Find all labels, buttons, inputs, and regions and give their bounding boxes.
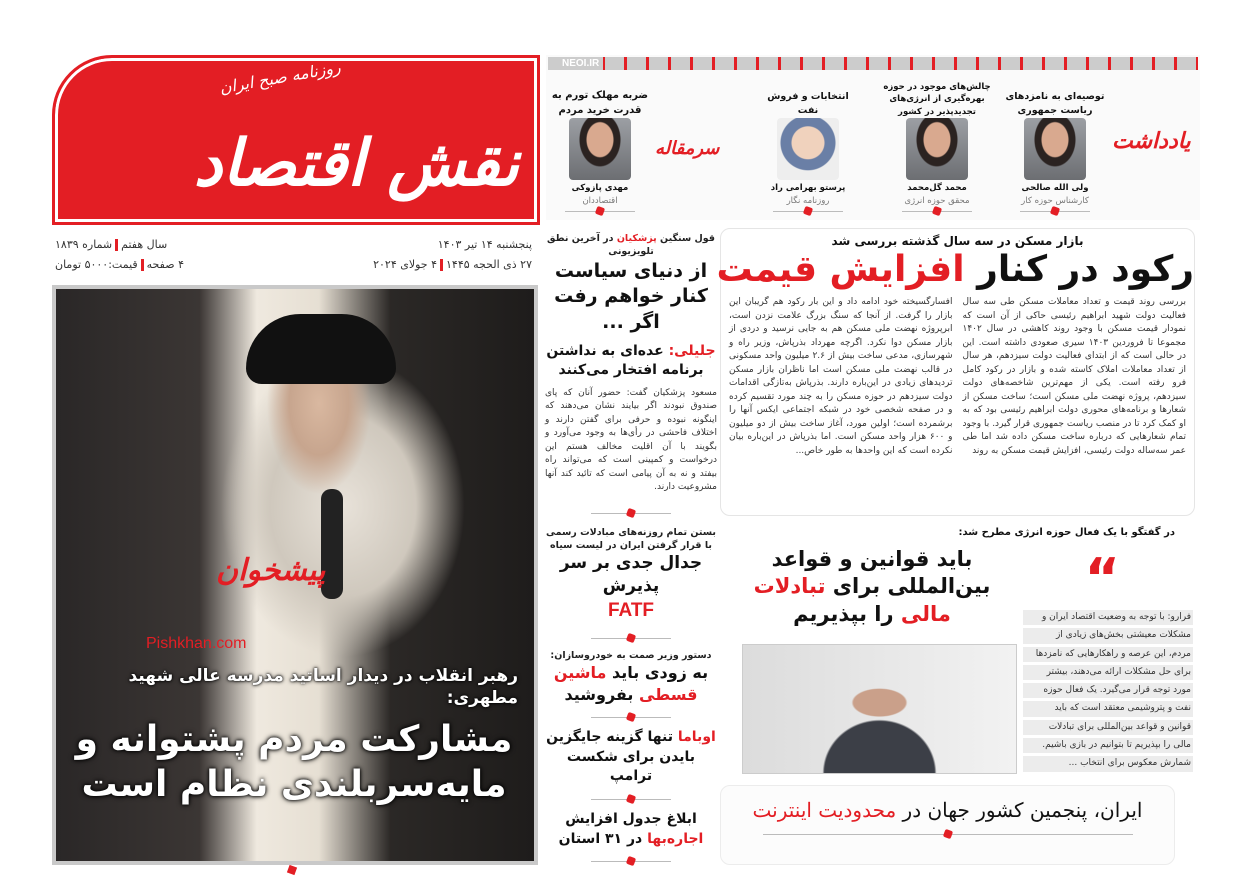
headline-red: محدودیت اینترنت <box>752 798 897 822</box>
headline-red: اجاره‌بها <box>647 830 704 847</box>
divider <box>591 861 671 862</box>
date-other <box>373 258 532 271</box>
writer-role: اقتصاددان <box>582 196 618 206</box>
writer-name: ولی الله صالحی <box>1021 183 1089 193</box>
interview-kicker: در گفتگو با یک فعال حوزه انرژی مطرح شد: <box>958 527 1175 538</box>
writer-role: روزنامه نگار <box>786 196 830 206</box>
lead-kicker: بازار مسکن در سه سال گذشته بررسی شد <box>831 234 1084 248</box>
headline-red: اوباما <box>677 729 716 746</box>
masthead-logo <box>52 55 540 225</box>
divider <box>1020 211 1090 212</box>
story-pezeshkian[interactable] <box>545 232 717 495</box>
divider <box>591 799 671 800</box>
interview-headline <box>727 546 1017 628</box>
writer-photo <box>569 118 631 180</box>
quote-line: برای حل مشکلات ارائه می‌دهند، بیشتر <box>1023 665 1193 680</box>
date-gregorian: ۴ جولای ۲۰۲۴ <box>373 258 438 271</box>
headline-red: FATF <box>607 600 655 622</box>
paper-name: نقش اقتصاد <box>193 126 519 201</box>
headline: بفروشید <box>564 684 639 704</box>
quote-line: مشکلات معیشتی بخش‌های زیادی از <box>1023 628 1193 643</box>
writer-title: ضربه مهلک تورم به قدرت خرید مردم <box>551 90 649 116</box>
writer-photo <box>777 118 839 180</box>
lead-column-1: بررسی روند قیمت و تعداد معاملات مسکن طی سه سال فعالیت دولت شهید ابراهیم رئیسی حاکی از آن است که نمودار قیمت مسکن با وجود روند کاهشی در سال ۱۴۰۲ مجموعا تا فروردین ۱۴۰۳ سیری صعودی داشته است. این در حالی است که از ابتدای فعالیت دولت سیزدهم، هر سال از تعداد معاملات املاک کاسته شده و بازار در رکود کامل فرو رفته است. یکی از مهم‌ترین شاخصه‌های دولت سیزدهم، پروژه نهضت ملی مسکن است؛ ساخت مسکن از شعارها و برنامه‌های محوری دولت ابراهیم رئیسی بود که به او کمک کرد تا در منصب ریاست جمهوری قرار گیرد. با وجود تمام شعارهایی که درباره ساخت مسکن داده شد اما طی عمر سه‌ساله دولت رئیسی، افزایش قیمت مسکن به روند <box>962 297 1186 456</box>
writer-photo <box>1024 118 1086 180</box>
writer-name: محمد گل‌محمد <box>907 183 967 193</box>
writer-photo <box>906 118 968 180</box>
writer-role: محقق حوزه انرژی <box>904 196 970 206</box>
brand-mark-icon <box>287 865 297 875</box>
headline: به زودی باید <box>606 663 709 683</box>
quote-line: فرارو: با توجه به وضعیت اقتصاد ایران و <box>1023 610 1193 625</box>
interview-quote <box>1023 610 1193 775</box>
lead-headline <box>716 249 1194 290</box>
site-strip <box>548 57 1198 70</box>
story-rent[interactable] <box>545 810 717 849</box>
divider <box>565 211 635 212</box>
writer-role: کارشناس حوزه کار <box>1021 196 1089 206</box>
headline: از دنیای سیاست کنار خواهم رفت اگر ... <box>554 259 708 333</box>
paper-subtitle: روزنامه صبح ایران <box>218 57 342 98</box>
divider <box>902 211 972 212</box>
watermark: پیشخوان <box>216 553 326 588</box>
pages: ۴ صفحه <box>146 258 184 271</box>
kicker-red: پزشکیان <box>616 233 657 244</box>
headline: جدال جدی بر سر پذیرش <box>559 553 703 597</box>
writer-card[interactable] <box>1005 74 1105 212</box>
quote-line: شمارش معکوس برای انتخاب ... <box>1023 756 1193 771</box>
writer-name: مهدی پازوکی <box>571 183 629 193</box>
photo-headline: مشارکت مردم پشتوانه و مایه‌سربلندی نظام است <box>75 719 513 805</box>
note-label: یادداشت <box>1112 128 1191 154</box>
story-cars[interactable] <box>545 649 717 705</box>
kicker: قول سنگین <box>656 233 715 244</box>
headline: ابلاغ جدول افزایش <box>565 811 697 828</box>
photo-kicker: رهبر انقلاب در دیدار اساتید مدرسه عالی شهید مطهری: <box>128 666 518 708</box>
headline: تنها گزینه جایگزین بایدن برای شکست ترامپ <box>546 729 696 785</box>
writer-card[interactable] <box>758 74 858 212</box>
kicker: دستور وزیر صمت به خودروسازان: <box>550 649 712 661</box>
interview-photo <box>742 644 1017 774</box>
issue: شماره ۱۸۳۹ <box>55 238 113 251</box>
quote-line: مالی را بپذیریم تا بتوانیم در بازی باشیم. <box>1023 738 1193 753</box>
headline: باید قوانین و قواعد بین‌المللی برای <box>771 547 991 599</box>
quote-line: مورد توجه قرار می‌گیرد. یک فعال حوزه <box>1023 683 1193 698</box>
story-obama[interactable] <box>545 728 717 787</box>
writer-title: انتخابات و فروش نفت <box>767 91 849 117</box>
lead-column-2: افسارگسیخته خود ادامه داد و این بار رکود هم گریبان این بازار را گرفت. از آنجا که سنگ بزرگ علامت نزدن است، ابرپروژه نهضت ملی مسکن هم به جایی نرسید و دردی از بازار مسکن دوا نکرد. اگرچه مهرداد بذرپاش، وزیر راه و شهرسازی، مدعی ساخت بیش از ۲.۶ میلیون واحد مسکونی در قالب نهضت ملی مسکن است اما ناظران بازار مسکن تردیدهای زیادی در این‌باره دارند. بذرپاش به‌تازگی اقدامات دولت سیزدهم در حوزه مسکن را به چند مورد تقسیم کرده و در صفحه شخصی خود در شبکه اجتماعی ایکس آنها را برشمرده است؛ اولین مورد، آغاز ساخت بیش از دو میلیون و ۶۰۰ هزار واحد مسکن است. اما بذرپاش در این‌باره بیان نکرده است که این واحدها به طور خاص... <box>729 297 953 456</box>
price-info <box>55 258 184 271</box>
headline-red: تبادلات مالی <box>753 574 951 626</box>
writer-card[interactable] <box>550 74 650 212</box>
divider <box>591 513 671 514</box>
kicker: در آخرین نطق تلویزیونی <box>547 233 654 258</box>
quote-line: نفت و پتروشیمی معتقد است که باید <box>1023 701 1193 716</box>
date-lunar: ۲۷ ذی الحجه ۱۴۴۵ <box>446 258 532 271</box>
lead-story[interactable] <box>716 228 1195 516</box>
headline: ایران، پنجمین کشور جهان در <box>896 798 1143 822</box>
headline: در ۳۱ استان <box>558 830 648 847</box>
writer-title: چالش‌های موجود در حوزه بهره‌گیری از انرژی‌های تجدیدپذیر در کشور <box>883 82 991 117</box>
quote-icon: “ <box>1084 547 1120 610</box>
watermark-url: Pishkhan.com <box>146 635 247 652</box>
issue-info <box>55 238 167 251</box>
site-url: NEOI.IR <box>558 57 603 70</box>
sub-red: جلیلی: <box>668 342 716 359</box>
sub: عده‌ای به نداشتن برنامه افتخار می‌کنند <box>546 342 704 379</box>
lead-photo-story[interactable] <box>52 285 538 865</box>
headline-red: ماشین قسطی <box>553 663 698 704</box>
kicker: بستن تمام روزنه‌های مبادلات رسمی با قرار گرفتن ایران در لیست سیاه <box>545 526 716 551</box>
divider <box>773 211 843 212</box>
editorial-label: سرمقاله <box>655 138 720 159</box>
headline: را بپذیریم <box>793 601 901 626</box>
writer-title: توصیه‌ای به نامزدهای ریاست جمهوری <box>1005 91 1105 117</box>
bottom-headline <box>721 796 1174 824</box>
story-body: مسعود پزشکیان گفت: حضور آنان که پای صندوق نبودند اگر بیایند نشان می‌دهند که اینگونه نبوده و حرفی برای گفتن دارند و اختلاف فاحشی در رأی‌ها به وجود می‌آورد و بگویند با آن اقلیت مخالف هستم این درخواست و کمپینی است که می‌تواند راه بیفتد و نه به آن پیامی است که تائید کند آنها مشروعیت دارند. <box>545 387 717 493</box>
writer-card[interactable] <box>878 74 996 212</box>
headline-red: افزایش قیمت <box>716 249 965 290</box>
price: قیمت:۵۰۰۰ تومان <box>55 258 138 271</box>
divider <box>763 834 1133 835</box>
date-solar: پنجشنبه ۱۴ تیر ۱۴۰۳ <box>437 238 532 251</box>
photo-figure <box>246 314 396 384</box>
story-fatf[interactable] <box>545 526 717 624</box>
middle-column <box>545 232 717 862</box>
quote-line: مردم، این عرصه و راهکارهایی که نامزدها <box>1023 647 1193 662</box>
headline: رکود در کنار <box>964 249 1194 290</box>
quote-line: قوانین و قواعد بین‌المللی برای تبادلات <box>1023 720 1193 735</box>
year: سال هفتم <box>121 238 168 251</box>
divider <box>591 717 671 718</box>
interview-story[interactable] <box>720 522 1195 780</box>
writer-name: پرستو بهرامی راد <box>770 183 846 193</box>
bottom-story[interactable] <box>720 785 1175 865</box>
divider <box>591 638 671 639</box>
